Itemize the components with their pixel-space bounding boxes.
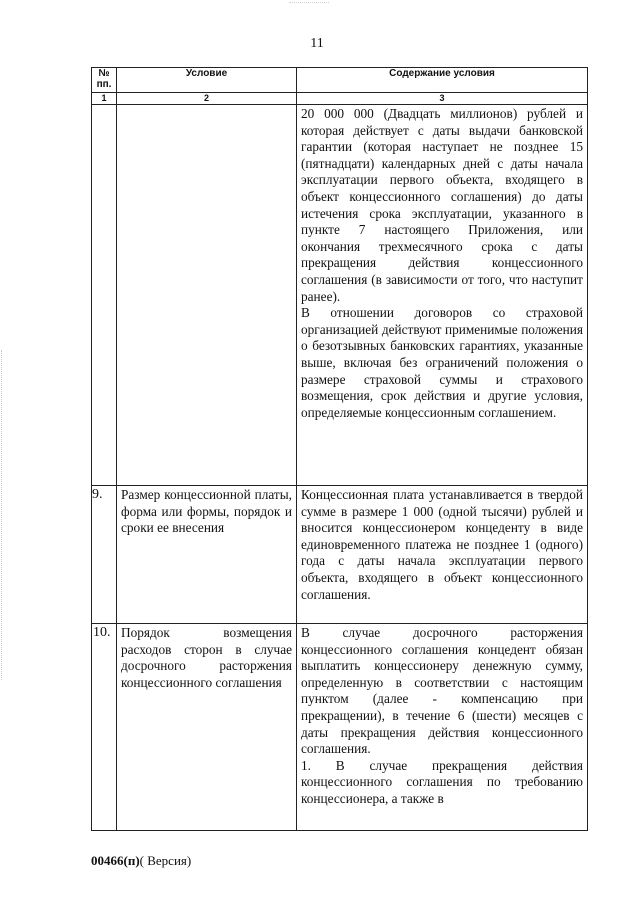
index-cell: 1	[92, 93, 117, 105]
content-paragraph: Концессионная плата устанавливается в твердой сумме в размере 1 000 (одной тысячи) рублей и вносится концессионером концеденту в виде единовременного платежа не позднее 1 (одного) года с даты начала эксплуатации первого объекта, входящего в объект концессионного соглашения.	[301, 487, 583, 602]
row-condition	[117, 624, 297, 831]
header-content: Содержание условия	[297, 68, 588, 93]
table-index-row	[92, 93, 588, 105]
row-content	[297, 624, 588, 831]
row-number	[92, 105, 117, 486]
page-number: 11	[310, 36, 324, 51]
header-condition: Условие	[117, 68, 297, 93]
content-paragraph: 20 000 000 (Двадцать миллионов) рублей и которая действует с даты выдачи банковской гарантии (которая наступает не позднее 15 (пятнадцати) календарных дней с даты начала эксплуатации первого объекта, входящего в объект концессионного соглашения) до даты истечения срока эксплуатации, указанного в пункте 7 настоящего Приложения, или окончания трехмесячного срока с даты прекращения действия концессионного соглашения (в зависимости от того, что наступит ранее).	[301, 106, 583, 304]
condition-text	[117, 105, 296, 106]
row-content	[297, 105, 588, 486]
content-paragraph: 1. В случае прекращения действия концессионного соглашения по требованию концессионера, а также в	[301, 757, 583, 806]
document-version: ( Версия)	[139, 853, 192, 868]
condition-text: Размер концессионной платы, форма или формы, порядок и сроки ее внесения	[121, 487, 292, 536]
header-num: № пп.	[92, 68, 117, 93]
document-code: 00466(п)	[91, 853, 140, 868]
table-row	[92, 624, 588, 831]
table-header-row	[92, 68, 588, 93]
condition-text: Порядок возмещения расходов сторон в случае досрочного расторжения концессионного соглашения	[121, 625, 292, 690]
row-number: 9.	[92, 486, 117, 624]
scan-artifact-margin	[1, 350, 4, 680]
content-text	[297, 624, 587, 808]
content-text	[297, 486, 587, 603]
index-cell: 3	[297, 93, 588, 105]
row-condition	[117, 105, 297, 486]
scan-artifact-top	[289, 2, 329, 4]
document-footer	[91, 853, 191, 869]
content-paragraph: В отношении договоров со страховой организацией действуют применимые положения о безотзывных банковских гарантиях, указанные выше, включая без ограничений положения о размере страховой суммы и страхового возмещения, срок действия и другие условия, определяемые концессионным соглашением.	[301, 305, 583, 420]
table-row	[92, 486, 588, 624]
row-number: 10.	[92, 624, 117, 831]
row-content	[297, 486, 588, 624]
index-cell: 2	[117, 93, 297, 105]
content-paragraph: В случае досрочного расторжения концессионного соглашения концедент обязан выплатить концессионеру денежную сумму, определенную в соответствии с настоящим пунктом (далее - компенсацию при прекращении), в течение 6 (шести) месяцев с даты прекращения действия концессионного соглашения.	[301, 625, 583, 757]
table-row	[92, 105, 588, 486]
content-text	[297, 105, 587, 421]
row-condition	[117, 486, 297, 624]
conditions-table	[91, 67, 588, 831]
